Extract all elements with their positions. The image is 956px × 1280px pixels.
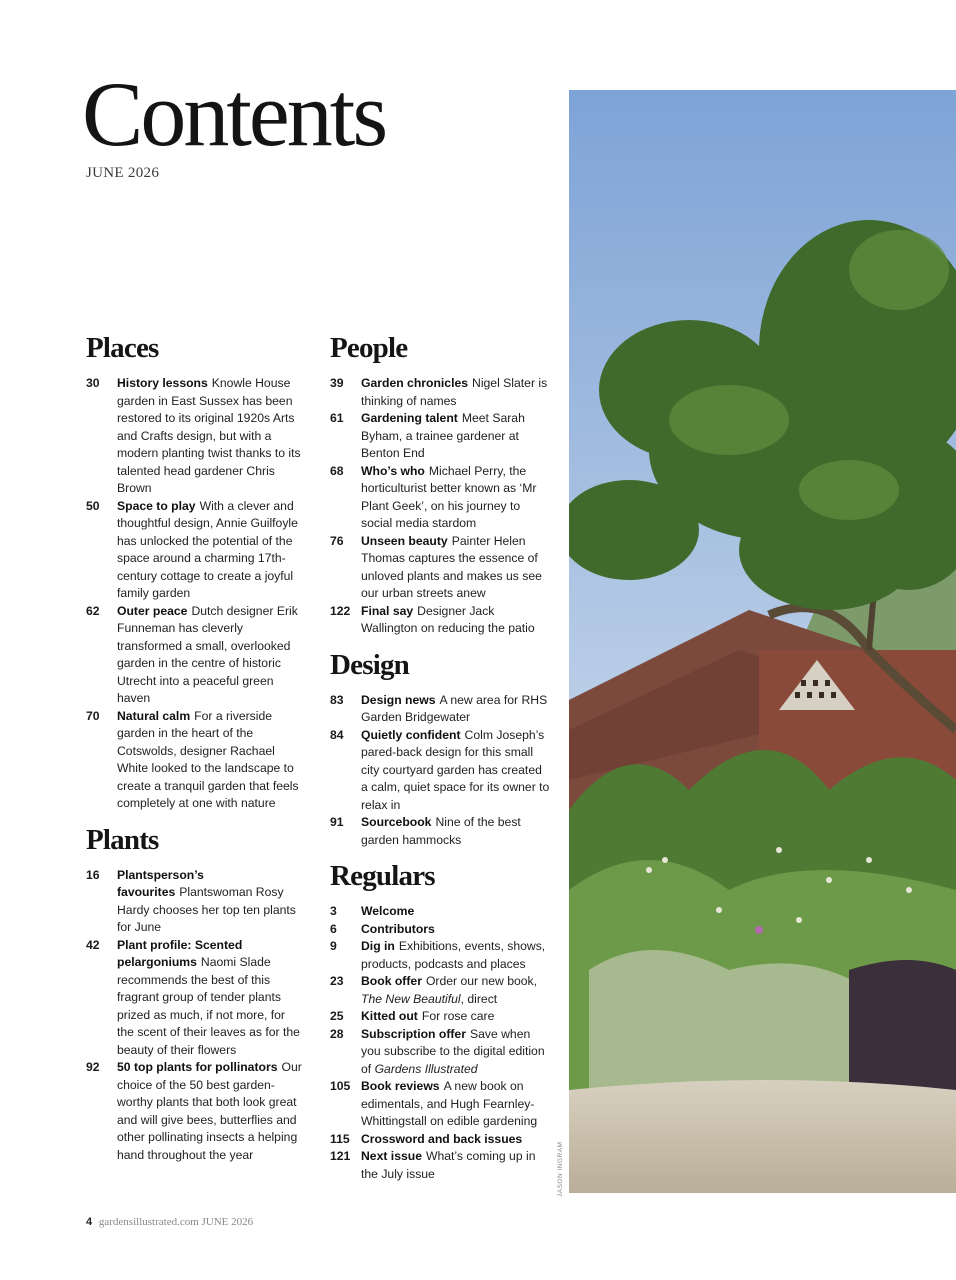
issue-date: JUNE 2026	[86, 165, 160, 181]
toc-page-number: 25	[330, 1009, 344, 1023]
toc-entry	[330, 1008, 552, 1026]
toc-page-number: 61	[330, 411, 344, 425]
toc-headline: Space to play	[117, 498, 196, 513]
toc-entry-body	[361, 903, 552, 921]
entry-list	[86, 375, 302, 813]
page-footer	[86, 1216, 253, 1228]
toc-entry	[86, 708, 302, 813]
toc-page-number: 28	[330, 1026, 344, 1041]
toc-entry-body	[117, 603, 302, 708]
entry-list	[330, 692, 552, 850]
toc-description: A new book on edimentals, and Hugh Fearnley-Whittingstall on edible gardening	[361, 1079, 538, 1128]
toc-entry	[86, 603, 302, 708]
toc-page-number: 3	[330, 904, 337, 918]
toc-page-number: 9	[330, 939, 337, 953]
toc-entry-body	[361, 692, 552, 727]
garden-photo	[569, 90, 956, 1193]
toc-entry-body	[361, 603, 552, 638]
section-heading: Plants	[86, 823, 159, 856]
left-column	[86, 334, 302, 1164]
toc-description: Order our new book,	[425, 974, 538, 988]
toc-entry	[330, 1026, 552, 1079]
toc-headline: Design news	[361, 692, 436, 707]
toc-headline: Crossword and back issues	[361, 1131, 523, 1146]
toc-headline: 50 top plants for pollinators	[117, 1060, 278, 1074]
toc-description: Dutch designer Erik Funneman has cleverly transformed a small, overlooked garden in the centre of historic Utrecht into a peaceful green haven	[117, 603, 298, 705]
toc-headline: Subscription offer	[361, 1026, 466, 1041]
footer-page-number: 4	[86, 1216, 93, 1228]
entry-list	[330, 903, 552, 1183]
section-heading: Design	[330, 648, 409, 681]
toc-description: Our choice of the 50 best garden-worthy plants that both look great and will give bees, butterflies and other pollinating insects a helping hand throughout the year	[117, 1060, 302, 1162]
toc-entry-body	[361, 1078, 552, 1131]
toc-headline: Who’s who	[361, 463, 425, 478]
section-heading: Regulars	[330, 860, 435, 892]
toc-headline: Plant profile: Scented pelargoniums	[117, 937, 243, 969]
toc-description: Meet Sarah Byham, a trainee gardener at Benton End	[361, 411, 525, 460]
toc-headline: Unseen beauty	[361, 533, 448, 548]
toc-description: Designer Jack Wallington on reducing the patio	[361, 603, 535, 635]
toc-entry-body	[361, 921, 552, 939]
toc-entry	[330, 533, 552, 603]
toc-entry	[86, 867, 302, 937]
toc-entry	[330, 727, 552, 815]
toc-entry-body	[361, 938, 552, 973]
toc-entry-body	[361, 814, 552, 849]
toc-headline: Book reviews	[361, 1079, 440, 1093]
toc-headline: Sourcebook	[361, 815, 432, 829]
toc-entry	[330, 375, 552, 410]
photo-credit	[557, 1137, 567, 1197]
toc-entry	[330, 903, 552, 921]
toc-entry-body	[361, 1026, 552, 1079]
toc-entry	[86, 375, 302, 498]
toc-entry-body	[361, 1148, 552, 1183]
toc-headline: Gardening talent	[361, 411, 458, 425]
toc-description-italic: The New Beautiful	[361, 991, 461, 1006]
toc-headline: History lessons	[117, 376, 208, 390]
toc-description-italic: Gardens Illustrated	[374, 1061, 478, 1076]
photo-credit-text: JASON INGRAM	[557, 1141, 564, 1197]
toc-entry	[330, 938, 552, 973]
toc-page-number: 39	[330, 376, 344, 390]
toc-entry	[330, 603, 552, 638]
toc-entry	[86, 498, 302, 603]
toc-entry	[330, 463, 552, 533]
toc-page-number: 92	[86, 1060, 100, 1074]
toc-entry-body	[361, 463, 552, 533]
section-design	[330, 648, 552, 850]
toc-description: Plantswoman Rosy Hardy chooses her top ten plants for June	[117, 885, 296, 934]
toc-entry-body	[361, 410, 552, 463]
toc-headline: Garden chronicles	[361, 376, 469, 390]
toc-entry	[330, 410, 552, 463]
toc-headline: Contributors	[361, 921, 435, 936]
toc-description: Michael Perry, the horticulturist better known as ‘Mr Plant Geek’, on his journey to social media stardom	[361, 463, 537, 530]
toc-entry	[330, 921, 552, 939]
toc-entry-body	[361, 533, 552, 603]
toc-page-number: 76	[330, 533, 344, 548]
toc-page-number: 68	[330, 463, 344, 478]
toc-entry-body	[117, 867, 302, 937]
toc-headline: Plantsperson’s favourites	[117, 867, 204, 899]
toc-page-number: 122	[330, 603, 351, 618]
toc-headline: Next issue	[361, 1149, 422, 1163]
toc-entry-body	[117, 1059, 302, 1164]
toc-description: For rose care	[421, 1009, 495, 1023]
toc-headline: Final say	[361, 603, 414, 618]
toc-description: What’s coming up in the July issue	[361, 1149, 536, 1181]
middle-column	[330, 334, 552, 1183]
toc-page-number: 121	[330, 1149, 351, 1163]
toc-page-number: 115	[330, 1131, 350, 1146]
toc-entry-body	[361, 1131, 552, 1149]
toc-description: Painter Helen Thomas captures the essence of unloved plants and makes us see our urban streets anew	[361, 533, 542, 600]
toc-description: Naomi Slade recommends the best of this fragrant group of tender plants prized as much, if not more, for the scent of their leaves as for the beauty of their flowers	[117, 955, 300, 1057]
toc-entry-body	[361, 973, 552, 1008]
toc-entry-body	[117, 708, 302, 813]
toc-entry	[330, 1148, 552, 1183]
toc-entry-body	[117, 937, 302, 1060]
footer-text: gardensillustrated.com JUNE 2026	[98, 1216, 254, 1228]
toc-headline: Book offer	[361, 974, 422, 988]
toc-headline: Quietly confident	[361, 727, 461, 742]
toc-description: With a clever and thoughtful design, Annie Guilfoyle has unlocked the potential of the space around a charming 17th-century cottage to create a joyful family garden	[117, 498, 298, 600]
toc-entry	[86, 937, 302, 1060]
toc-description: Exhibitions, events, shows, products, podcasts and places	[361, 939, 546, 971]
toc-entry-body	[361, 1008, 552, 1026]
garden-photo-illustration	[569, 90, 956, 1193]
toc-page-number: 62	[86, 603, 100, 618]
toc-description: Nigel Slater is thinking of names	[361, 376, 548, 408]
toc-entry	[330, 814, 552, 849]
toc-page-number: 83	[330, 692, 344, 707]
toc-description: A new area for RHS Garden Bridgewater	[361, 692, 548, 724]
toc-entry-body	[117, 375, 302, 498]
toc-description: Save when you subscribe to the digital edition of	[361, 1026, 545, 1076]
toc-page-number: 6	[330, 921, 337, 936]
toc-page-number: 84	[330, 727, 344, 742]
toc-entry	[330, 973, 552, 1008]
toc-headline: Kitted out	[361, 1009, 418, 1023]
toc-description: For a riverside garden in the heart of the Cotswolds, designer Rachael White looked to the landscape to create a tranquil garden that feels completely at one with nature	[117, 708, 299, 810]
toc-entry-body	[117, 498, 302, 603]
toc-headline: Outer peace	[117, 603, 188, 618]
toc-page-number: 16	[86, 867, 100, 882]
section-regulars	[330, 862, 552, 1183]
toc-description: Colm Joseph’s pared-back design for this small city courtyard garden has created a calm, quiet space for its owner to relax in	[361, 727, 550, 812]
toc-entry	[330, 692, 552, 727]
toc-description: Knowle House garden in East Sussex has been restored to its original 1920s Arts and Crafts design, but with a modern planting twist thanks to its talented head gardener Chris Brown	[117, 376, 301, 495]
section-heading: People	[330, 332, 408, 364]
section-plants	[86, 823, 302, 1165]
section-people	[330, 334, 552, 638]
toc-headline: Welcome	[361, 904, 415, 918]
toc-entry-body	[361, 375, 552, 410]
toc-entry-body	[361, 727, 552, 815]
toc-entry	[86, 1059, 302, 1164]
toc-page-number: 70	[86, 708, 100, 723]
section-heading: Places	[86, 332, 159, 364]
entry-list	[86, 867, 302, 1165]
toc-page-number: 105	[330, 1079, 351, 1093]
toc-headline: Dig in	[361, 939, 395, 953]
toc-entry	[330, 1078, 552, 1131]
entry-list	[330, 375, 552, 638]
toc-page-number: 50	[86, 498, 100, 513]
toc-description: Nine of the best garden hammocks	[361, 815, 521, 847]
toc-page-number: 23	[330, 974, 344, 988]
toc-description-tail: , direct	[460, 991, 498, 1006]
toc-headline: Natural calm	[117, 708, 191, 723]
toc-entry	[330, 1131, 552, 1149]
section-places	[86, 334, 302, 813]
toc-page-number: 30	[86, 376, 100, 390]
page-title: Contents	[82, 63, 386, 165]
toc-page-number: 91	[330, 815, 344, 829]
toc-page-number: 42	[86, 937, 100, 952]
